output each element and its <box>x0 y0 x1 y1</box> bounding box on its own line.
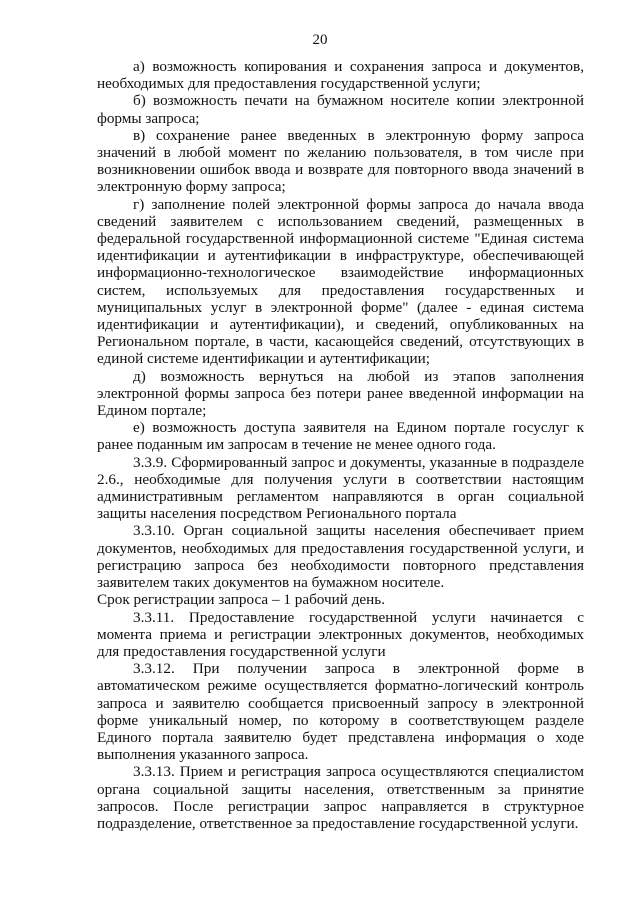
paragraph-clause-3-3-13: 3.3.13. Прием и регистрация запроса осуществляются специалистом органа социальной защиты населения, ответственным за принятие запросов. После регистрации запрос направляется в структурное подразделение, ответственное за предоставление государственной услуги. <box>97 763 584 832</box>
paragraph-item-a: а) возможность копирования и сохранения запроса и документов, необходимых для предоставления государственной услуги; <box>97 58 584 93</box>
paragraph-item-d: д) возможность вернуться на любой из этапов заполнения электронной формы запроса без потери ранее введенной информации на Едином портале; <box>97 367 584 420</box>
paragraph-clause-3-3-10: 3.3.10. Орган социальной защиты населения обеспечивает прием документов, необходимых для предоставления государственной услуги, и регистрацию запроса без необходимости повторного представления заявителем таких документов на бумажном носителе. <box>97 522 584 592</box>
paragraph-item-v: в) сохранение ранее введенных в электронную форму запроса значений в любой момент по желанию пользователя, в том числе при возникновении ошибок ввода и возврате для повторного ввода значений в электронную форму запроса; <box>97 126 584 196</box>
page-number: 20 <box>312 32 328 48</box>
paragraph-clause-3-3-9: 3.3.9. Сформированный запрос и документы, указанные в подразделе 2.6., необходимые для получения услуги в соответствии настоящим административным регламентом направляются в орган социальной защиты населения посредством Регионального портала <box>97 453 584 523</box>
paragraph-item-b: б) возможность печати на бумажном носителе копии электронной формы запроса; <box>97 92 584 127</box>
paragraph-clause-3-3-11: 3.3.11. Предоставление государственной услуги начинается с момента приема и регистрации электронных документов, необходимых для предоставления государственной услуги <box>97 608 584 660</box>
paragraph-item-e: е) возможность доступа заявителя на Едином портале госуслуг к ранее поданным им запросам в течение не менее одного года. <box>97 419 584 454</box>
paragraph-clause-3-3-12: 3.3.12. При получении запроса в электронной форме в автоматическом режиме осуществляется форматно-логический контроль запроса и заявителю сообщается присвоенный запросу в электронной форме уникальный номер, по которому в соответствующем разделе Единого портала заявителю будет представлена информация о ходе выполнения указанного запроса. <box>97 660 584 764</box>
paragraph-item-g: г) заполнение полей электронной формы запроса до начала ввода сведений заявителем с использованием сведений, размещенных в федеральной государственной информационной системе "Единая система идентификации и аутентификации в инфраструктуре, обеспечивающей информационно-технологическое взаимодействие информационных систем, используемых для предоставления государственных и муниципальных услуг в электронной форме" (далее - единая система идентификации и аутентификации), и сведений, опубликованных на Региональном портале, в части, касающейся сведений, отсутствующих в единой системе идентификации и аутентификации; <box>97 195 584 368</box>
paragraph-registration-term: Срок регистрации запроса – 1 рабочий день. <box>97 591 386 609</box>
document-body <box>97 58 584 832</box>
